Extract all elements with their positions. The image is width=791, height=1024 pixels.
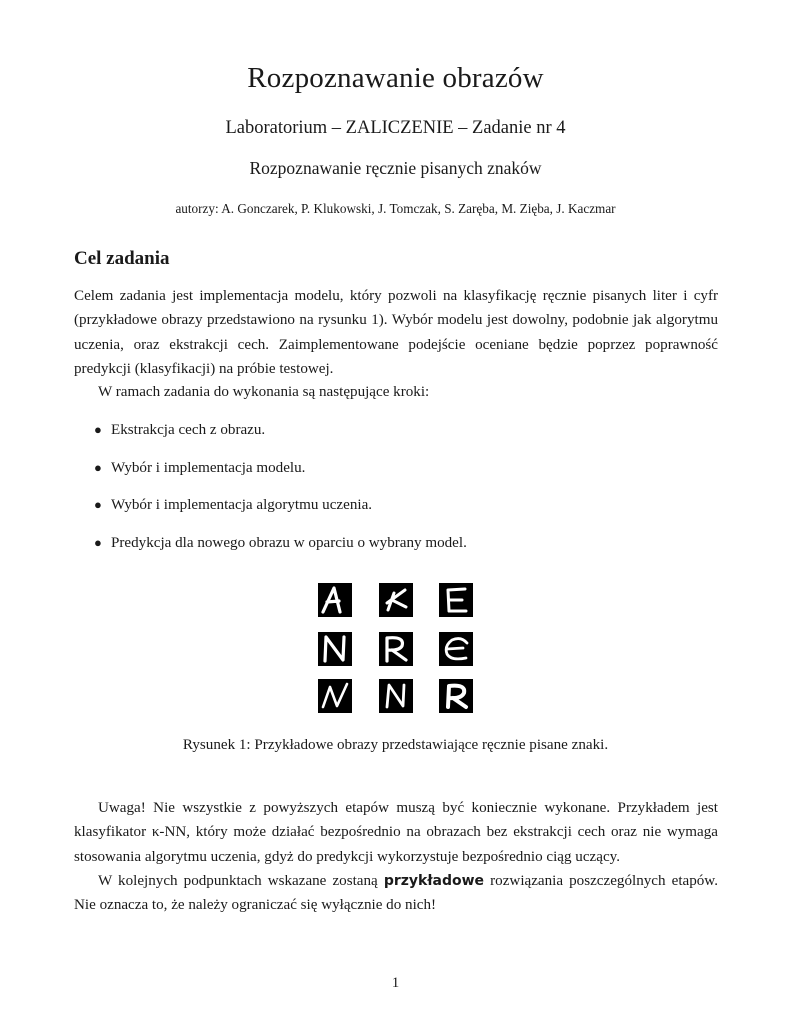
list-item: ● Predykcja dla nowego obrazu w oparciu o wybrany model.: [94, 534, 467, 551]
document-task-title: Rozpoznawanie ręcznie pisanych znaków: [249, 158, 542, 178]
handwritten-letter-n-image: [318, 679, 352, 713]
list-item: ● Wybór i implementacja modelu.: [94, 459, 306, 476]
handwritten-letter-e-image: [439, 583, 473, 617]
emphasis-text: przykładowe: [383, 873, 485, 889]
page-number: 1: [391, 975, 400, 991]
document-subtitle: Laboratorium – ZALICZENIE – Zadanie nr 4: [225, 118, 566, 138]
document-authors: autorzy: A. Gonczarek, P. Klukowski, J. Tomczak, S. Zaręba, M. Zięba, J. Kaczmar: [175, 201, 616, 216]
list-item: ● Ekstrakcja cech z obrazu.: [94, 422, 266, 438]
bullet-icon: ●: [94, 459, 102, 475]
paragraph-next-steps: W kolejnych podpunktach wskazane zostaną przykładowe rozwiązania poszczególnych etapów. Nie oznacza to, że należy ograniczać się wyłącznie do nich!: [74, 873, 718, 914]
list-item: ● Wybór i implementacja algorytmu uczenia.: [94, 497, 373, 513]
paragraph-goal: Celem zadania jest implementacja modelu, który pozwoli na klasyfikację ręcznie pisanych liter i cyfr (przykładowe obrazy przedstawiono na rysunku 1). Wybór modelu jest dowolny, podobnie jak algorytmu uczenia, oraz ekstrakcji cech. Zaimplementowane podejście oceniane będzie poprzez poprawność predykcji (klasyfikacji) na próbie testowej.: [74, 288, 718, 377]
handwritten-letter-n-image: [318, 632, 352, 666]
section-heading: Cel zadania: [74, 248, 170, 269]
handwritten-letter-a-image: [318, 583, 352, 617]
document-title: Rozpoznawanie obrazów: [247, 62, 544, 94]
handwritten-letter-n-image: [379, 679, 413, 713]
bullet-icon: ●: [94, 497, 102, 512]
figure-handwritten-samples: [318, 583, 474, 713]
handwritten-letter-e-image: [439, 632, 473, 666]
paragraph-steps-intro: W ramach zadania do wykonania są następujące kroki:: [98, 384, 430, 400]
handwritten-letter-k-image: [379, 583, 413, 617]
handwritten-letter-r-image: [439, 679, 473, 713]
steps-list: [94, 420, 467, 570]
figure-caption: Rysunek 1: Przykładowe obrazy przedstawiające ręcznie pisane znaki.: [182, 737, 609, 753]
paragraph-note: Uwaga! Nie wszystkie z powyższych etapów muszą być koniecznie wykonane. Przykładem jest klasyfikator κ-NN, który może działać bezpośrednio na obrazach bez ekstrakcji cech oraz nie wymaga stosowania algorytmu uczenia, gdyż do predykcji wykorzystuje bezpośrednio ciąg uczący.: [74, 800, 718, 865]
bullet-icon: ●: [94, 534, 102, 550]
handwritten-letter-r-image: [379, 632, 413, 666]
bullet-icon: ●: [94, 422, 102, 437]
